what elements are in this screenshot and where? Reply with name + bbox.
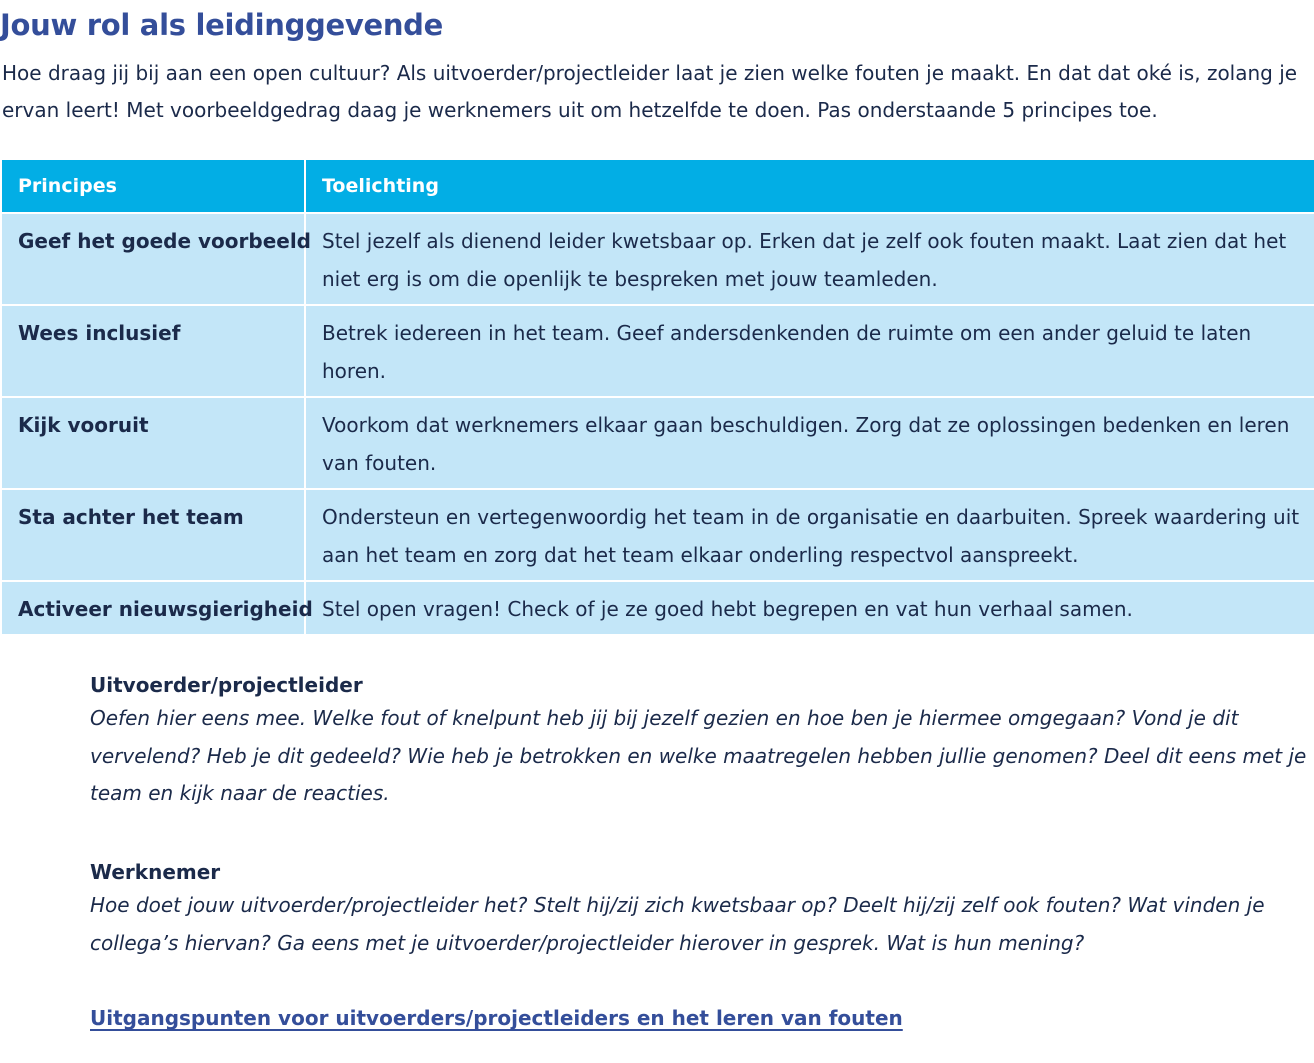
principle-cell: Kijk vooruit (1, 397, 305, 489)
table-row (1, 489, 1314, 581)
section-heading: Uitvoerder/projectleider (90, 673, 363, 697)
column-header-principles: Principes (1, 159, 305, 213)
section-text: Oefen hier eens mee. Welke fout of knelpunt heb jij bij jezelf gezien en hoe ben je hiermee omgegaan? Vond je dit vervelend? Heb je dit gedeeld? Wie heb je betrokken en welke maatregelen hebben jullie genomen? Deel dit eens met je team en kijk naar de reacties. (90, 706, 1307, 805)
explanation-cell: Betrek iedereen in het team. Geef andersdenkenden de ruimte om een ander geluid te laten horen. (305, 305, 1314, 397)
principle-cell: Geef het goede voorbeeld (1, 213, 305, 305)
section-uitvoerder (90, 670, 1308, 813)
column-header-explanation: Toelichting (305, 159, 1314, 213)
explanation-cell: Stel open vragen! Check of je ze goed hebt begrepen en vat hun verhaal samen. (305, 581, 1314, 635)
intro-paragraph: Hoe draag jij bij aan een open cultuur? Als uitvoerder/projectleider laat je zien welke fouten je maakt. En dat dat oké is, zolang je ervan leert! Met voorbeeldgedrag daag je werknemers uit om hetzelfde te doen. Pas onderstaande 5 principes toe. (2, 61, 1298, 122)
page-title: Jouw rol als leidinggevende (0, 8, 444, 42)
table-header-row (1, 159, 1314, 213)
explanation-cell: Ondersteun en vertegenwoordig het team in de organisatie en daarbuiten. Spreek waardering uit aan het team en zorg dat het team elkaar onderling respectvol aanspreekt. (305, 489, 1314, 581)
explanation-cell: Voorkom dat werknemers elkaar gaan beschuldigen. Zorg dat ze oplossingen bedenken en leren van fouten. (305, 397, 1314, 489)
explanation-cell: Stel jezelf als dienend leider kwetsbaar op. Erken dat je zelf ook fouten maakt. Laat zien dat het niet erg is om die openlijk te bespreken met jouw teamleden. (305, 213, 1314, 305)
section-text: Hoe doet jouw uitvoerder/projectleider het? Stelt hij/zij zich kwetsbaar op? Deelt hij/zij zelf ook fouten? Wat vinden je collega’s hiervan? Ga eens met je uitvoerder/projectleider hierover in gesprek. Wat is hun mening? (90, 893, 1265, 955)
principle-cell: Activeer nieuwsgierigheid (1, 581, 305, 635)
principle-cell: Wees inclusief (1, 305, 305, 397)
table-row (1, 213, 1314, 305)
principle-cell: Sta achter het team (1, 489, 305, 581)
table-row (1, 397, 1314, 489)
table-row (1, 305, 1314, 397)
table-row (1, 581, 1314, 635)
section-werknemer (90, 857, 1308, 962)
section-heading: Werknemer (90, 860, 221, 884)
principles-table (0, 158, 1314, 636)
uitgangspunten-link[interactable]: Uitgangspunten voor uitvoerders/projectleiders en het leren van fouten (90, 1006, 903, 1030)
